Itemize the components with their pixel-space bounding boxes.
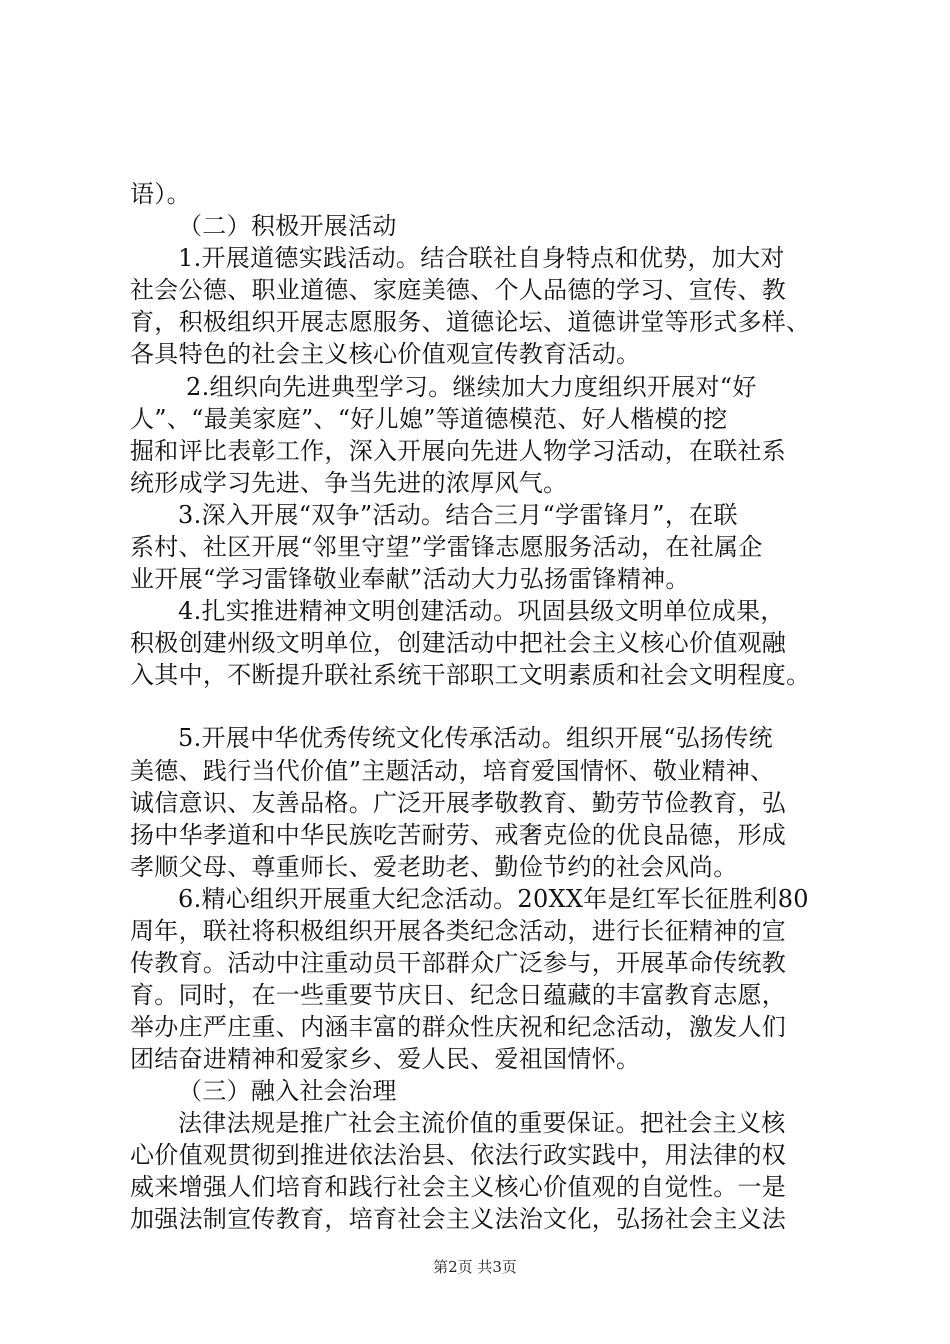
text-line: 法律法规是推广社会主流价值的重要保证。把社会主义核 [178, 1109, 786, 1137]
text-line: 团结奋进精神和爱家乡、爱人民、爱祖国情怀。 [130, 1045, 641, 1073]
text-line: 传教育。活动中注重动员干部群众广泛参与，开展革命传统教 [130, 949, 787, 977]
text-line: 3.深入开展“双争”活动。结合三月“学雷锋月”，在联 [178, 501, 738, 529]
text-line: 扬中华孝道和中华民族吃苦耐劳、戒奢克俭的优良品德，形成 [130, 821, 787, 849]
text-line: 系村、社区开展“邻里守望”学雷锋志愿服务活动，在社属企 [130, 533, 763, 561]
text-line: 业开展“学习雷锋敬业奉献”活动大力弘扬雷锋精神。 [130, 565, 690, 593]
text-line: 人”、“最美家庭”、“好儿媳”等道德模范、好人楷模的挖 [130, 405, 728, 433]
text-line: 1.开展道德实践活动。结合联社自身特点和优势，加大对 [178, 244, 785, 272]
page-number-footer: 第2页 共3页 [433, 1258, 517, 1276]
text-line: 美德、践行当代价值”主题活动，培育爱国情怀、敬业精神、 [130, 757, 775, 785]
text-line: 诚信意识、友善品格。广泛开展孝敬教育、勤劳节俭教育，弘 [130, 789, 787, 817]
text-line: 孝顺父母、尊重师长、爱老助老、勤俭节约的社会风尚。 [130, 853, 738, 881]
text-line: 育，积极组织开展志愿服务、道德论坛、道德讲堂等形式多样、 [130, 308, 811, 336]
text-line: 威来增强人们培育和践行社会主义核心价值观的自觉性。一是 [130, 1173, 787, 1201]
text-line: 6.精心组织开展重大纪念活动。20XX年是红军长征胜利80 [178, 885, 809, 913]
text-line: 周年，联社将积极组织开展各类纪念活动，进行长征精神的宣 [130, 917, 787, 945]
text-line: 举办庄严庄重、内涵丰富的群众性庆祝和纪念活动，激发人们 [130, 1013, 787, 1041]
text-line: 社会公德、职业道德、家庭美德、个人品德的学习、宣传、教 [130, 276, 787, 304]
text-line: 5.开展中华优秀传统文化传承活动。组织开展“弘扬传统 [178, 724, 773, 752]
text-line: 入其中，不断提升联社系统干部职工文明素质和社会文明程度。 [130, 661, 811, 689]
text-line: 育。同时，在一些重要节庆日、纪念日蕴藏的丰富教育志愿， [130, 981, 787, 1009]
text-line: 语）。 [130, 180, 191, 208]
text-line: 掘和评比表彰工作，深入开展向先进人物学习活动，在联社系 [130, 437, 787, 465]
text-line: 心价值观贯彻到推进依法治县、依法行政实践中，用法律的权 [130, 1141, 787, 1169]
section-heading: （三）融入社会治理 [178, 1077, 397, 1105]
text-line: 积极创建州级文明单位，创建活动中把社会主义核心价值观融 [130, 629, 787, 657]
text-line: 2.组织向先进典型学习。继续加大力度组织开展对“好 [186, 373, 757, 401]
text-line: 加强法制宣传教育，培育社会主义法治文化，弘扬社会主义法 [130, 1205, 787, 1233]
text-line: 4.扎实推进精神文明创建活动。巩固县级文明单位成果， [178, 597, 785, 625]
text-line: 各具特色的社会主义核心价值观宣传教育活动。 [130, 340, 641, 368]
section-heading: （二）积极开展活动 [178, 212, 397, 240]
text-line: 统形成学习先进、争当先进的浓厚风气。 [130, 469, 568, 497]
